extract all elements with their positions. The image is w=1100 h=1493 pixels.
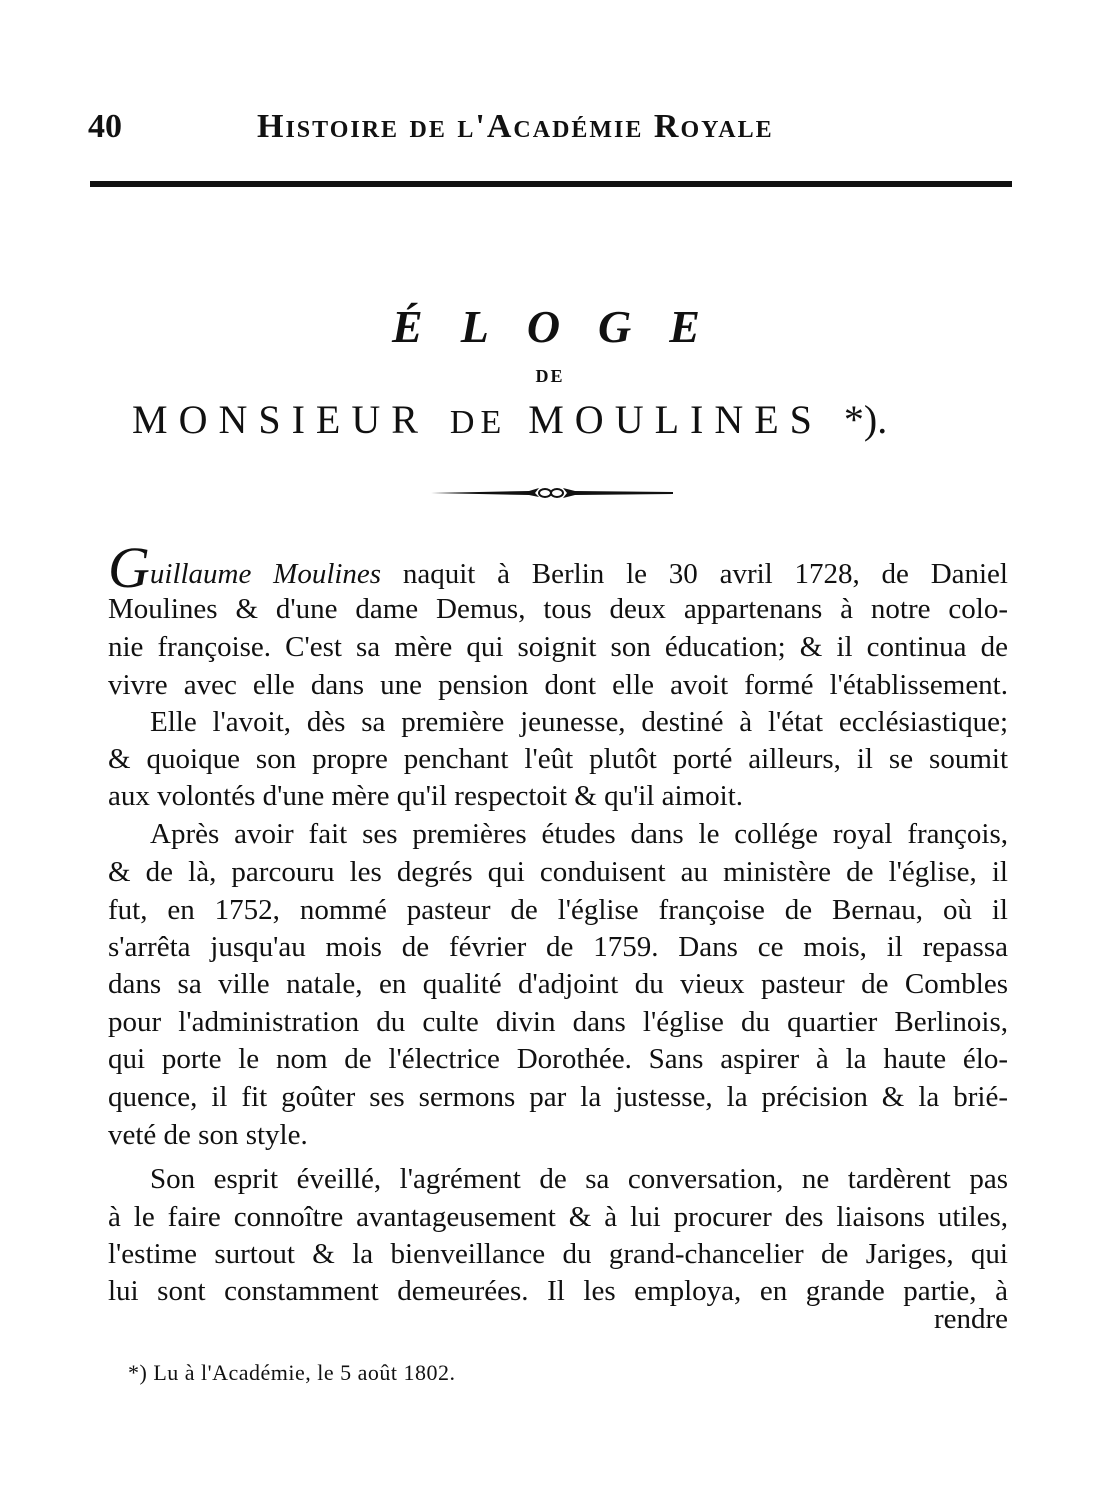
title-main bbox=[132, 396, 887, 443]
p3-line-6: pour l'administration du culte divin dans l'église du quartier Berlinois, bbox=[108, 1006, 1008, 1038]
p3-line-7: qui porte le nom de l'électrice Dorothée. Sans aspirer à la haute élo- bbox=[108, 1043, 1008, 1075]
p3-line-3: fut, en 1752, nommé pasteur de l'église françoise de Bernau, où il bbox=[108, 894, 1008, 926]
p3-line-4: s'arrêta jusqu'au mois de février de 1759. Dans ce mois, il repassa bbox=[108, 931, 1008, 963]
p4-line-4: lui sont constamment demeurées. Il les employa, en grande partie, à bbox=[108, 1275, 1008, 1307]
p3-line-9: veté de son style. bbox=[108, 1119, 308, 1151]
ornament-right-spear bbox=[563, 488, 673, 498]
p2-line-2: & quoique son propre penchant l'eût plutôt porté ailleurs, il se soumit bbox=[108, 743, 1008, 775]
p3-line-8: quence, il fit goûter ses sermons par la justesse, la précision & la brié- bbox=[108, 1081, 1008, 1113]
p4-line-2: à le faire connoître avantageusement & à lui procurer des liaisons utiles, bbox=[108, 1201, 1008, 1233]
footnote-marker: *). bbox=[843, 397, 888, 442]
ornament-divider bbox=[429, 482, 675, 502]
p2-line-3: aux volontés d'une mère qu'il respectoit & qu'il aimoit. bbox=[108, 780, 744, 812]
title-moulines: MOULINES bbox=[528, 397, 823, 442]
ornament-left-spear bbox=[431, 488, 539, 497]
name-italic: uillaume Moulines bbox=[149, 558, 382, 590]
p1-line-2: Moulines & d'une dame Demus, tous deux appartenans à notre colo- bbox=[108, 593, 1008, 625]
p3-line-5: dans sa ville natale, en qualité d'adjoint du vieux pasteur de Combles bbox=[108, 968, 1008, 1000]
catchword: rendre bbox=[933, 1303, 1008, 1335]
title-de: DE bbox=[535, 366, 565, 386]
footnote: *) Lu à l'Académie, le 5 août 1802. bbox=[128, 1360, 456, 1385]
drop-cap: G bbox=[108, 535, 150, 600]
title-eloge: ÉLOGE bbox=[392, 301, 738, 352]
p3-line-2: & de là, parcouru les degrés qui conduisent au ministère de l'église, il bbox=[108, 856, 1008, 888]
p3-line-1: Après avoir fait ses premières études dans le collége royal françois, bbox=[150, 818, 1008, 850]
ornament-loop-left bbox=[539, 489, 551, 497]
title-monsieur: MONSIEUR bbox=[132, 397, 429, 442]
title-main-de: DE bbox=[449, 404, 508, 441]
p4-line-1: Son esprit éveillé, l'agrément de sa conversation, ne tardèrent pas bbox=[150, 1163, 1008, 1195]
page-number: 40 bbox=[88, 108, 122, 145]
running-head: Histoire de l'Académie Royale bbox=[257, 108, 774, 145]
p1-line-4: vivre avec elle dans une pension dont elle avoit formé l'établissement. bbox=[108, 669, 1008, 701]
p2-line-1: Elle l'avoit, dès sa première jeunesse, destiné à l'état ecclésiastique; bbox=[150, 706, 1008, 738]
ornament-loop-right bbox=[551, 489, 563, 497]
p1-line-3: nie françoise. C'est sa mère qui soignit son éducation; & il continua de bbox=[108, 631, 1008, 663]
header-rule bbox=[90, 181, 1012, 187]
p1-line-1-text: naquit à Berlin le 30 avril 1728, de Daniel bbox=[381, 558, 1008, 590]
p1-line-1 bbox=[108, 535, 1008, 600]
p4-line-3: l'estime surtout & la bienveillance du grand-chancelier de Jariges, qui bbox=[108, 1238, 1008, 1270]
